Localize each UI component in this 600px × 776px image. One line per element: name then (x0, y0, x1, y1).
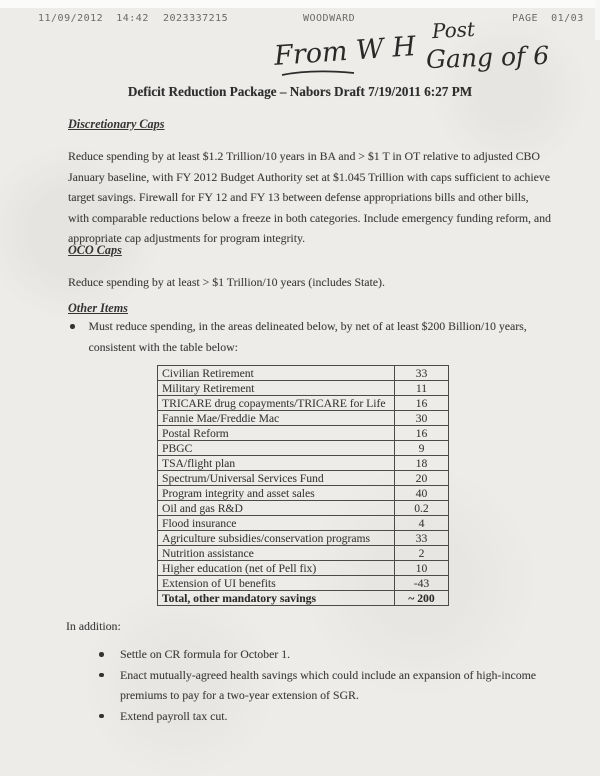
row-value: 18 (394, 456, 448, 471)
bullet-icon (70, 324, 75, 329)
row-value: ~ 200 (394, 591, 448, 606)
row-label: Fannie Mae/Freddie Mac (158, 411, 395, 426)
row-label: Extension of UI benefits (158, 576, 395, 591)
scan-edge-strip-right (595, 0, 600, 40)
table-row (158, 591, 449, 606)
row-label: Oil and gas R&D (158, 501, 395, 516)
bullet-icon (99, 652, 104, 657)
row-label: Spectrum/Universal Services Fund (158, 471, 395, 486)
row-label: TSA/flight plan (158, 456, 395, 471)
list-item-text: Enact mutually-agreed health savings which could include an expansion of high-income premiums to pay for a two-year extension of SGR. (120, 667, 537, 702)
row-value: 0.2 (394, 501, 448, 516)
row-value: 10 (394, 561, 448, 576)
other-items-bullet (70, 316, 562, 357)
table-row (158, 531, 449, 546)
row-label: TRICARE drug copayments/TRICARE for Life (158, 396, 395, 411)
in-addition-intro: In addition: (66, 619, 121, 633)
row-label: Postal Reform (158, 426, 395, 441)
table-row (158, 471, 449, 486)
savings-table-container (157, 365, 449, 606)
table-row (158, 516, 449, 531)
handwritten-post: Post (431, 16, 476, 44)
list-item (98, 706, 566, 727)
fax-page-count: PAGE 01/03 (512, 13, 584, 24)
document-title: Deficit Reduction Package – Nabors Draft 7/19/2011 6:27 PM (127, 84, 473, 99)
handwritten-underline (280, 68, 356, 78)
table-row (158, 561, 449, 576)
row-value: 2 (394, 546, 448, 561)
row-label: Program integrity and asset sales (158, 486, 395, 501)
section-heading-oco-caps: OCO Caps (68, 243, 122, 257)
section-heading-discretionary-caps: Discretionary Caps (68, 117, 165, 131)
row-label: Nutrition assistance (158, 546, 395, 561)
list-item (98, 665, 566, 706)
row-label: Agriculture subsidies/conservation programs (158, 531, 395, 546)
fax-number: 2023337215 (163, 13, 229, 24)
table-row (158, 501, 449, 516)
row-value: -43 (394, 576, 448, 591)
fax-sender: WOODWARD (303, 13, 356, 24)
row-value: 30 (394, 411, 448, 426)
table-row (158, 381, 449, 396)
table-row (158, 576, 449, 591)
scan-edge-strip (0, 0, 600, 8)
table-row (158, 396, 449, 411)
table-row (158, 441, 449, 456)
handwritten-from-wh: From W H (273, 31, 417, 72)
list-item (98, 644, 566, 665)
table-row (158, 456, 449, 471)
list-item-text: Settle on CR formula for October 1. (120, 647, 291, 661)
other-items-bullet-text: Must reduce spending, in the areas delineated below, by net of at least $200 Billion/10 years, consistent with the table below: (88, 319, 527, 354)
row-value: 16 (394, 396, 448, 411)
row-value: 11 (394, 381, 448, 396)
table-row (158, 546, 449, 561)
addition-bullet-list (98, 644, 566, 726)
table-row (158, 426, 449, 441)
row-label: Military Retirement (158, 381, 395, 396)
table-row (158, 411, 449, 426)
row-value: 20 (394, 471, 448, 486)
row-value: 9 (394, 441, 448, 456)
row-label: Higher education (net of Pell fix) (158, 561, 395, 576)
row-label: Total, other mandatory savings (158, 591, 395, 606)
handwritten-gang-of-6: Gang of 6 (425, 40, 550, 75)
fax-datetime: 11/09/2012 14:42 (38, 13, 149, 24)
bullet-icon (99, 673, 104, 678)
row-label: Civilian Retirement (158, 366, 395, 381)
row-value: 4 (394, 516, 448, 531)
table-row (158, 366, 449, 381)
row-value: 40 (394, 486, 448, 501)
savings-table (157, 365, 449, 606)
bullet-icon (99, 714, 104, 719)
row-value: 16 (394, 426, 448, 441)
oco-caps-paragraph: Reduce spending by at least > $1 Trillion/10 years (includes State). (68, 275, 385, 289)
section-heading-other-items: Other Items (68, 301, 128, 315)
row-label: Flood insurance (158, 516, 395, 531)
row-value: 33 (394, 366, 448, 381)
row-value: 33 (394, 531, 448, 546)
list-item-text: Extend payroll tax cut. (120, 708, 228, 723)
discretionary-caps-paragraph: Reduce spending by at least $1.2 Trillion/10 years in BA and > $1 T in OT relative to adjusted CBO January baseline, with FY 2012 Budget Authority set at $1.045 Trillion with caps sufficient to achieve target savings. Firewall for FY 12 and FY 13 between defense appropriations bills and other bills, with comparable reductions below a freeze in both categories. Include emergency funding reform, and appropriate cap adjustments for program integrity. (68, 149, 551, 245)
row-label: PBGC (158, 441, 395, 456)
table-row (158, 486, 449, 501)
